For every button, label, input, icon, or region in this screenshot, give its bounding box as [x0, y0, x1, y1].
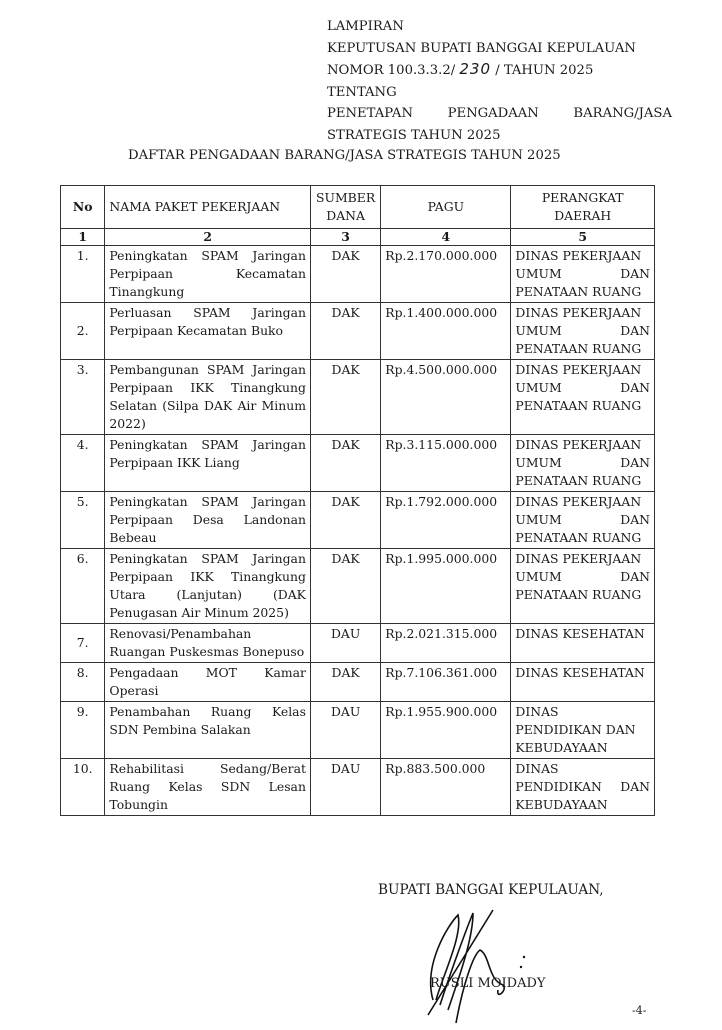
dept-word: UMUM [515, 266, 562, 281]
cell-budget: Rp.1.792.000.000 [381, 492, 511, 549]
header-decree: KEPUTUSAN BUPATI BANGGAI KEPULAUAN [327, 40, 636, 56]
cell-budget: Rp.1.955.900.000 [381, 702, 511, 759]
header-pagu: PAGU [381, 186, 511, 229]
cell-department [511, 759, 655, 816]
cell-no: 2. [61, 303, 105, 360]
appendix-header [327, 16, 672, 146]
signatory-title: BUPATI BANGGAI KEPULAUAN, [378, 882, 604, 898]
cell-department [511, 303, 655, 360]
dept-line [515, 511, 650, 529]
cell-no: 9. [61, 702, 105, 759]
table-row [61, 492, 655, 549]
nomor-suffix: / TAHUN 2025 [495, 63, 594, 78]
dept-word: UMUM [515, 380, 562, 395]
cell-budget: Rp.3.115.000.000 [381, 435, 511, 492]
dept-word: UMUM [515, 323, 562, 338]
cell-budget: Rp.7.106.361.000 [381, 663, 511, 702]
dept-line: DINAS PEKERJAAN [515, 362, 642, 377]
cell-package-name: Peningkatan SPAM Jaringan Perpipaan Desa Landonan Bebeau [105, 492, 311, 549]
table-row [61, 759, 655, 816]
subject-word: PENGADAAN [447, 106, 539, 121]
dept-line [515, 568, 650, 586]
header-subject-line1 [327, 103, 672, 125]
subject-word: PENETAPAN [327, 106, 413, 121]
header-source-l2: DANA [326, 208, 365, 223]
cell-department [511, 624, 655, 663]
header-name: NAMA PAKET PEKERJAAN [105, 186, 311, 229]
cell-no: 10. [61, 759, 105, 816]
header-lampiran: LAMPIRAN [327, 19, 404, 34]
cell-no: 6. [61, 549, 105, 624]
cell-budget: Rp.1.995.000.000 [381, 549, 511, 624]
cell-no: 7. [61, 624, 105, 663]
procurement-table [60, 185, 655, 816]
subject-word: BARANG/JASA [573, 106, 672, 121]
header-subject-line2: STRATEGIS TAHUN 2025 [327, 127, 501, 143]
cell-package-name: Perluasan SPAM Jaringan Perpipaan Kecamatan Buko [105, 303, 311, 360]
table-row [61, 549, 655, 624]
dept-word: DAN [620, 455, 650, 470]
cell-department [511, 492, 655, 549]
signature-scribble [418, 905, 538, 1025]
header-nomor [327, 59, 672, 82]
dept-line: PENATAAN RUANG [515, 284, 642, 299]
header-dept [511, 186, 655, 229]
table-body [61, 246, 655, 816]
dept-line: PENATAAN RUANG [515, 398, 642, 413]
cell-department [511, 360, 655, 435]
cell-package-name: Pengadaan MOT Kamar Operasi [105, 663, 311, 702]
dept-word: DAN [620, 266, 650, 281]
cell-fund-source: DAK [310, 663, 380, 702]
cell-budget: Rp.1.400.000.000 [381, 303, 511, 360]
dept-line: DINAS PEKERJAAN [515, 305, 642, 320]
cell-package-name: Peningkatan SPAM Jaringan Perpipaan IKK Liang [105, 435, 311, 492]
dept-line: DINAS [515, 704, 559, 719]
header-source-l1: SUMBER [316, 190, 376, 205]
table-row [61, 663, 655, 702]
cell-department [511, 549, 655, 624]
cell-fund-source: DAK [310, 303, 380, 360]
dept-line: DINAS PEKERJAAN [515, 494, 642, 509]
dept-word: DAN [620, 779, 650, 794]
table-row [61, 624, 655, 663]
dept-word: UMUM [515, 455, 562, 470]
dept-line: KEBUDAYAAN [515, 797, 608, 812]
dept-word: DAN [620, 512, 650, 527]
cell-fund-source: DAK [310, 492, 380, 549]
cell-department [511, 246, 655, 303]
table-row [61, 435, 655, 492]
dept-line: DINAS PEKERJAAN [515, 437, 642, 452]
dept-line [515, 379, 650, 397]
cell-package-name: Penambahan Ruang Kelas SDN Pembina Salakan [105, 702, 311, 759]
dept-line [515, 778, 650, 796]
cell-package-name: Peningkatan SPAM Jaringan Perpipaan IKK Tinangkung Utara (Lanjutan) (DAK Penugasan Air Minum 2025) [105, 549, 311, 624]
dept-line [515, 322, 650, 340]
header-dept-l1: PERANGKAT [541, 190, 624, 205]
dept-line: PENATAAN RUANG [515, 473, 642, 488]
nomor-prefix: NOMOR 100.3.3.2/ [327, 63, 456, 78]
column-number: 2 [105, 229, 311, 246]
dept-line: DINAS PEKERJAAN [515, 248, 642, 263]
dept-word: UMUM [515, 512, 562, 527]
column-number: 1 [61, 229, 105, 246]
table-header-row [61, 186, 655, 229]
cell-fund-source: DAK [310, 435, 380, 492]
dept-word: DAN [620, 380, 650, 395]
cell-no: 1. [61, 246, 105, 303]
header-source [310, 186, 380, 229]
dept-word: UMUM [515, 569, 562, 584]
cell-no: 8. [61, 663, 105, 702]
dept-line: DINAS KESEHATAN [515, 665, 645, 680]
nomor-handwritten: 230 [459, 60, 491, 78]
cell-department [511, 435, 655, 492]
document-title: DAFTAR PENGADAAN BARANG/JASA STRATEGIS TAHUN 2025 [128, 148, 561, 163]
table-row [61, 360, 655, 435]
dept-line: DINAS PEKERJAAN [515, 551, 642, 566]
dept-line: PENATAAN RUANG [515, 341, 642, 356]
dept-word: DAN [620, 569, 650, 584]
cell-fund-source: DAU [310, 624, 380, 663]
cell-budget: Rp.4.500.000.000 [381, 360, 511, 435]
header-dept-l2: DAERAH [554, 208, 612, 223]
cell-package-name: Rehabilitasi Sedang/Berat Ruang Kelas SDN Lesan Tobungin [105, 759, 311, 816]
cell-fund-source: DAK [310, 360, 380, 435]
cell-package-name: Renovasi/Penambahan Ruangan Puskesmas Bonepuso [105, 624, 311, 663]
cell-budget: Rp.883.500.000 [381, 759, 511, 816]
cell-package-name: Pembangunan SPAM Jaringan Perpipaan IKK Tinangkung Selatan (Silpa DAK Air Minum 2022) [105, 360, 311, 435]
cell-package-name: Peningkatan SPAM Jaringan Perpipaan Kecamatan Tinangkung [105, 246, 311, 303]
cell-fund-source: DAU [310, 759, 380, 816]
table-row [61, 702, 655, 759]
column-number-row [61, 229, 655, 246]
column-number: 5 [511, 229, 655, 246]
cell-department [511, 702, 655, 759]
dept-word: DAN [620, 323, 650, 338]
cell-fund-source: DAU [310, 702, 380, 759]
table-row [61, 246, 655, 303]
dept-line: PENATAAN RUANG [515, 530, 642, 545]
dept-line [515, 265, 650, 283]
page-number: -4- [632, 1004, 647, 1017]
column-number: 3 [310, 229, 380, 246]
cell-fund-source: DAK [310, 246, 380, 303]
signatory-name: RUSLI MOIDADY [430, 976, 546, 991]
cell-budget: Rp.2.021.315.000 [381, 624, 511, 663]
dept-line: PENATAAN RUANG [515, 587, 642, 602]
column-number: 4 [381, 229, 511, 246]
dept-word: PENDIDIKAN [515, 779, 602, 794]
cell-no: 3. [61, 360, 105, 435]
header-no: No [61, 186, 105, 229]
table-row [61, 303, 655, 360]
cell-no: 4. [61, 435, 105, 492]
header-tentang: TENTANG [327, 84, 397, 100]
dept-line: DINAS [515, 761, 559, 776]
cell-no: 5. [61, 492, 105, 549]
dept-line: KEBUDAYAAN [515, 740, 608, 755]
dept-line [515, 454, 650, 472]
cell-budget: Rp.2.170.000.000 [381, 246, 511, 303]
dept-line: DINAS KESEHATAN [515, 626, 645, 641]
cell-department [511, 663, 655, 702]
cell-fund-source: DAK [310, 549, 380, 624]
dept-line: PENDIDIKAN DAN [515, 722, 636, 737]
